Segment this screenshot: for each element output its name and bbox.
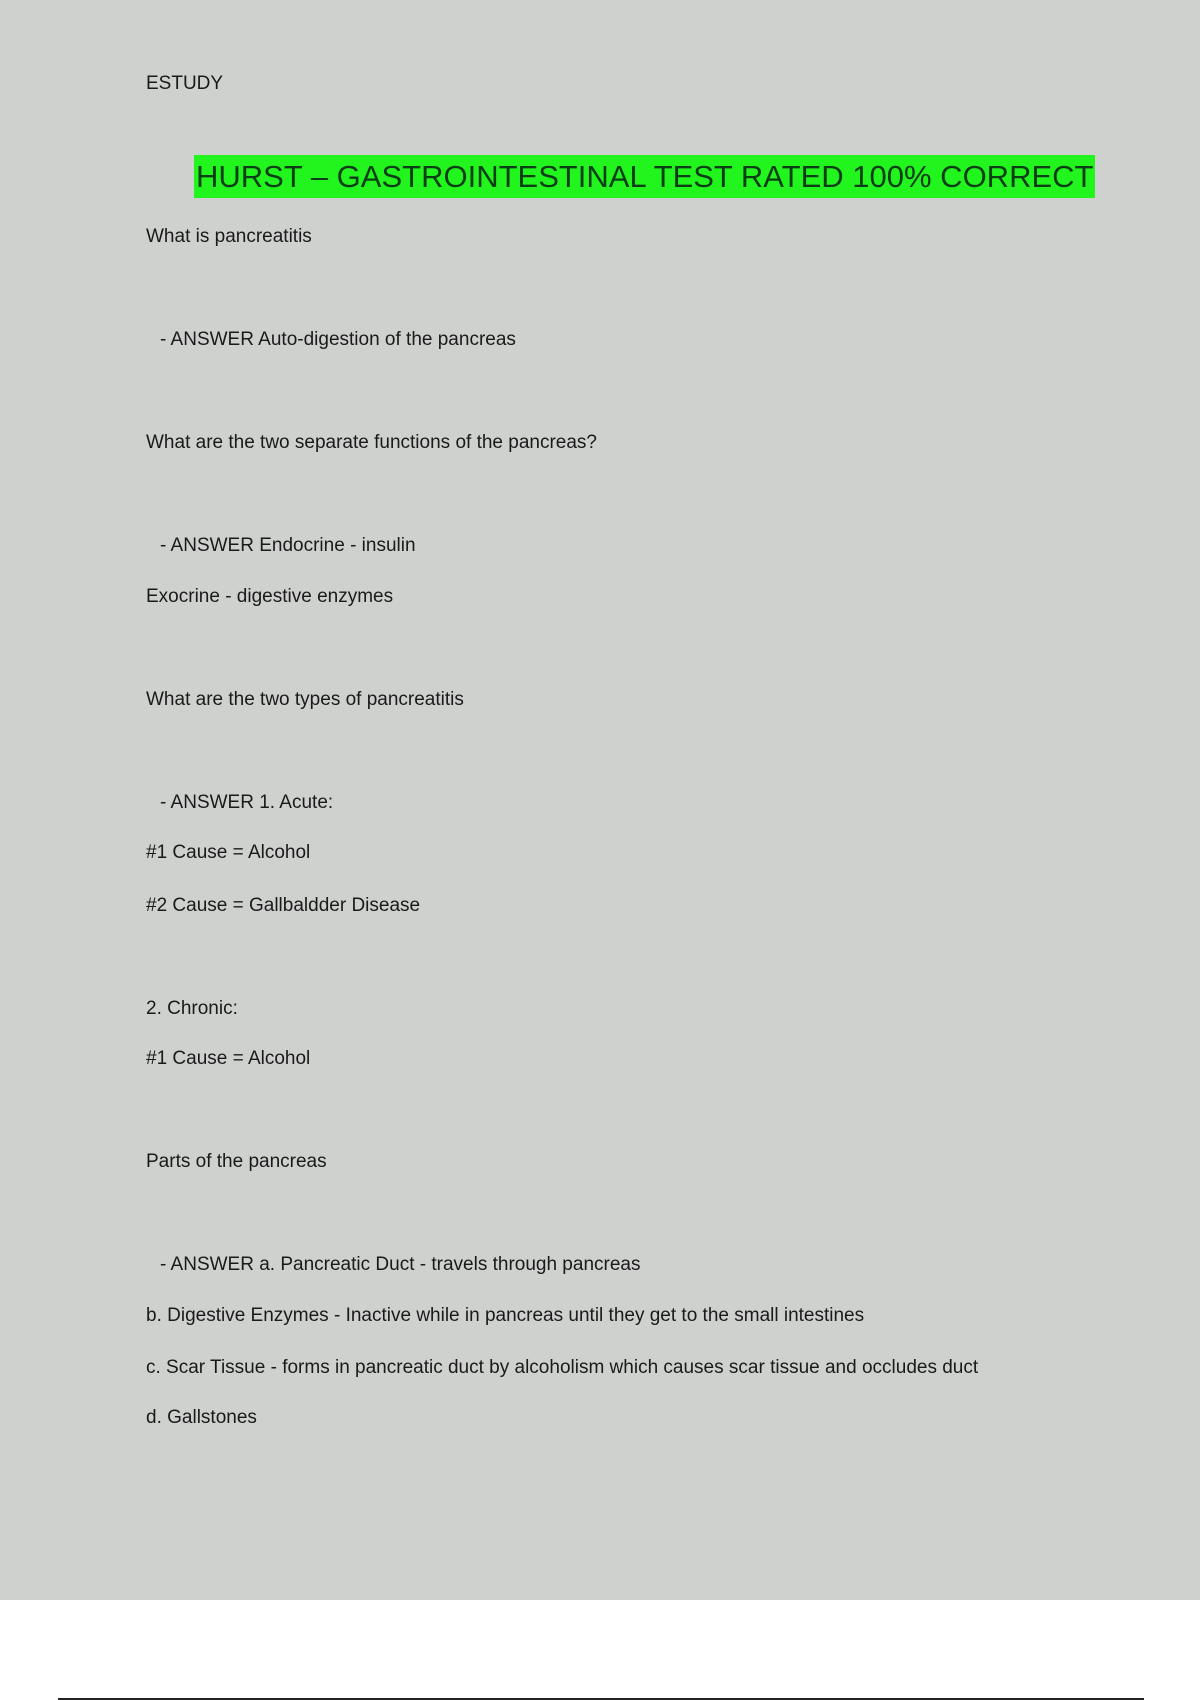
answer-3-line-4: 2. Chronic: [146,998,238,1019]
question-2: What are the two separate functions of the pancreas? [146,432,597,453]
answer-2-line-1: - ANSWER Endocrine - insulin [160,535,416,556]
question-4: Parts of the pancreas [146,1151,327,1172]
question-3: What are the two types of pancreatitis [146,689,464,710]
answer-3-line-2: #1 Cause = Alcohol [146,842,311,863]
answer-1-line-1: - ANSWER Auto-digestion of the pancreas [160,329,516,350]
document-title: HURST – GASTROINTESTINAL TEST RATED 100% CORRECT [194,155,1095,198]
answer-4-line-2: b. Digestive Enzymes - Inactive while in pancreas until they get to the small intestines [146,1305,865,1326]
answer-4-line-1: - ANSWER a. Pancreatic Duct - travels through pancreas [160,1254,641,1275]
answer-3-line-1: - ANSWER 1. Acute: [160,792,334,813]
answer-4-line-3: c. Scar Tissue - forms in pancreatic duct by alcoholism which causes scar tissue and occludes duct [146,1357,979,1378]
question-1: What is pancreatitis [146,226,312,247]
answer-3-line-5: #1 Cause = Alcohol [146,1048,311,1069]
answer-2-line-2: Exocrine - digestive enzymes [146,586,394,607]
brand-label: ESTUDY [146,73,224,94]
answer-4-line-4: d. Gallstones [146,1407,257,1428]
answer-3-line-3: #2 Cause = Gallbaldder Disease [146,895,421,916]
